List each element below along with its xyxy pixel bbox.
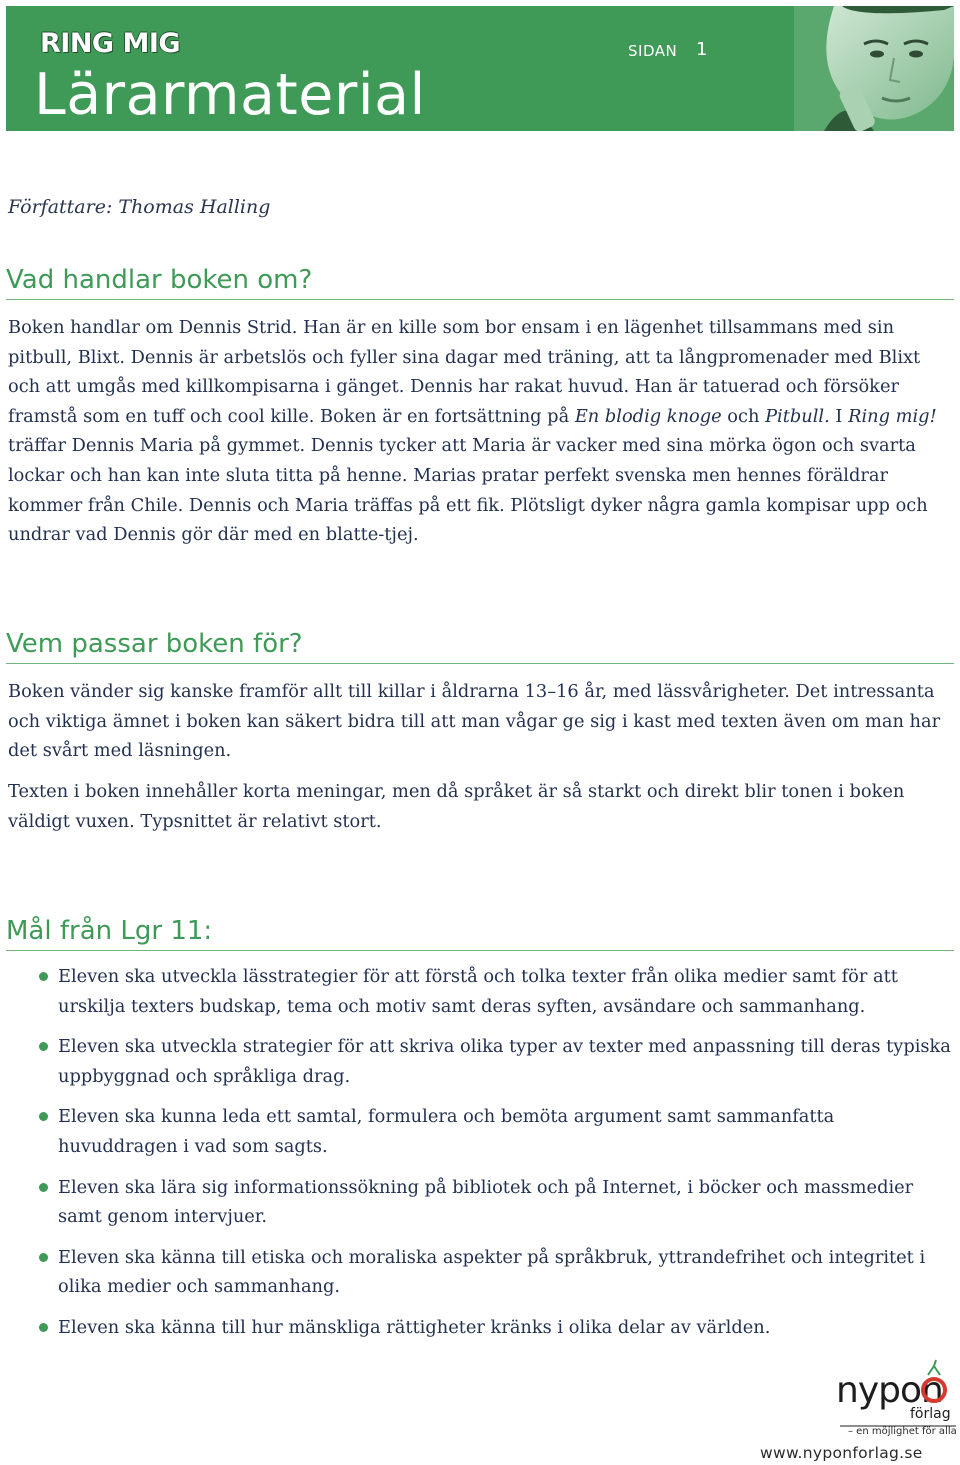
about-text-1: Boken handlar om Dennis Strid. Han är en kille som bor ensam i en lägenhet tillsammans med sin pitbull, Blixt. Dennis är arbetslös och fyller sina dagar med träning, att ta långpromenader med Blixt och att umgås med killkompisarna i gänget. Dennis har rakat huvud. Han är tatuerad och försöker framstå som en tuff och cool kille. Boken är en fortsättning på xyxy=(8,317,921,427)
goal-item xyxy=(8,1313,956,1343)
goal-text: Eleven ska lära sig informationssökning på bibliotek och på Internet, i böcker och massmedier samt genom intervjuer. xyxy=(58,1176,914,1228)
bullet-icon xyxy=(39,1253,48,1262)
series-title: RING MIG xyxy=(40,28,181,59)
goal-text: Eleven ska känna till etiska och moraliska aspekter på språkbruk, yttrandefrihet och integritet i olika medier och sammanhang. xyxy=(58,1246,926,1298)
book-title-pitbull: Pitbull. xyxy=(765,405,830,427)
goal-item xyxy=(8,1243,956,1302)
goal-text: Eleven ska utveckla strategier för att skriva olika typer av texter med anpassning till deras typiska uppbyggnad och språkliga drag. xyxy=(58,1036,951,1087)
heading-audience: Vem passar boken för? xyxy=(6,626,954,664)
bullet-icon xyxy=(39,1042,48,1051)
audience-paragraph-1: Boken vänder sig kanske framför allt till killar i åldrarna 13–16 år, med lässvårigheter. Det intressanta och viktiga ämnet i boken kan säkert bidra till att man vågar ge sig i kast med texten även om man har det svårt med läsningen. xyxy=(8,681,941,762)
author-line: Författare: Thomas Halling xyxy=(8,196,271,218)
goal-text: Eleven ska känna till hur mänskliga rättigheter kränks i olika delar av världen. xyxy=(58,1316,771,1338)
goals-list xyxy=(8,962,956,1354)
bullet-icon xyxy=(39,1183,48,1192)
heading-goals: Mål från Lgr 11: xyxy=(6,913,954,951)
logo-wordmark: nypon xyxy=(836,1370,943,1411)
cover-photo xyxy=(794,6,954,131)
page-number: 1 xyxy=(696,39,708,60)
bullet-icon xyxy=(39,972,48,981)
header-banner xyxy=(6,6,954,131)
about-text-2: och xyxy=(721,405,766,427)
goal-item xyxy=(8,962,956,1021)
goal-item xyxy=(8,1173,956,1232)
bullet-icon xyxy=(39,1112,48,1121)
goal-text: Eleven ska kunna leda ett samtal, formulera och bemöta argument samt sammanfatta huvuddragen i vad som sagts. xyxy=(58,1106,835,1157)
heading-about: Vad handlar boken om? xyxy=(6,262,954,300)
document-title: Lärarmaterial xyxy=(34,62,426,128)
book-title-en-blodig-knoge: En blodig knoge xyxy=(574,405,722,427)
about-paragraph xyxy=(8,313,948,550)
tagline: – en möjlighet för alla xyxy=(848,1426,957,1437)
about-text-3: I xyxy=(829,405,849,427)
goal-item xyxy=(8,1102,956,1161)
bullet-icon xyxy=(39,1323,48,1332)
website-link[interactable]: www.nyponforlag.se xyxy=(760,1444,923,1462)
page-label: SIDAN xyxy=(628,42,678,60)
book-title-ring-mig: Ring mig! xyxy=(848,405,937,427)
goal-text: Eleven ska utveckla lässtrategier för att förstå och tolka texter från olika medier samt för att urskilja texters budskap, tema och motiv samt deras syften, avsändare och sammanhang. xyxy=(58,966,898,1017)
logo-sub: förlag xyxy=(910,1406,951,1422)
goal-item xyxy=(8,1032,956,1091)
about-text-4: träffar Dennis Maria på gymmet. Dennis tycker att Maria är vacker med sina mörka ögon och svarta lockar och han kan inte sluta titta på henne. Marias pratar perfekt svenska men hennes föräldrar kommer från Chile. Dennis och Maria träffas på ett fik. Plötsligt dyker några gamla kompisar upp och undrar vad Dennis gör där med en blatte-tjej. xyxy=(8,435,928,546)
audience-paragraph-2: Texten i boken innehåller korta meningar, men då språket är så starkt och direkt blir tonen i boken väldigt vuxen. Typsnittet är relativt stort. xyxy=(8,781,905,832)
